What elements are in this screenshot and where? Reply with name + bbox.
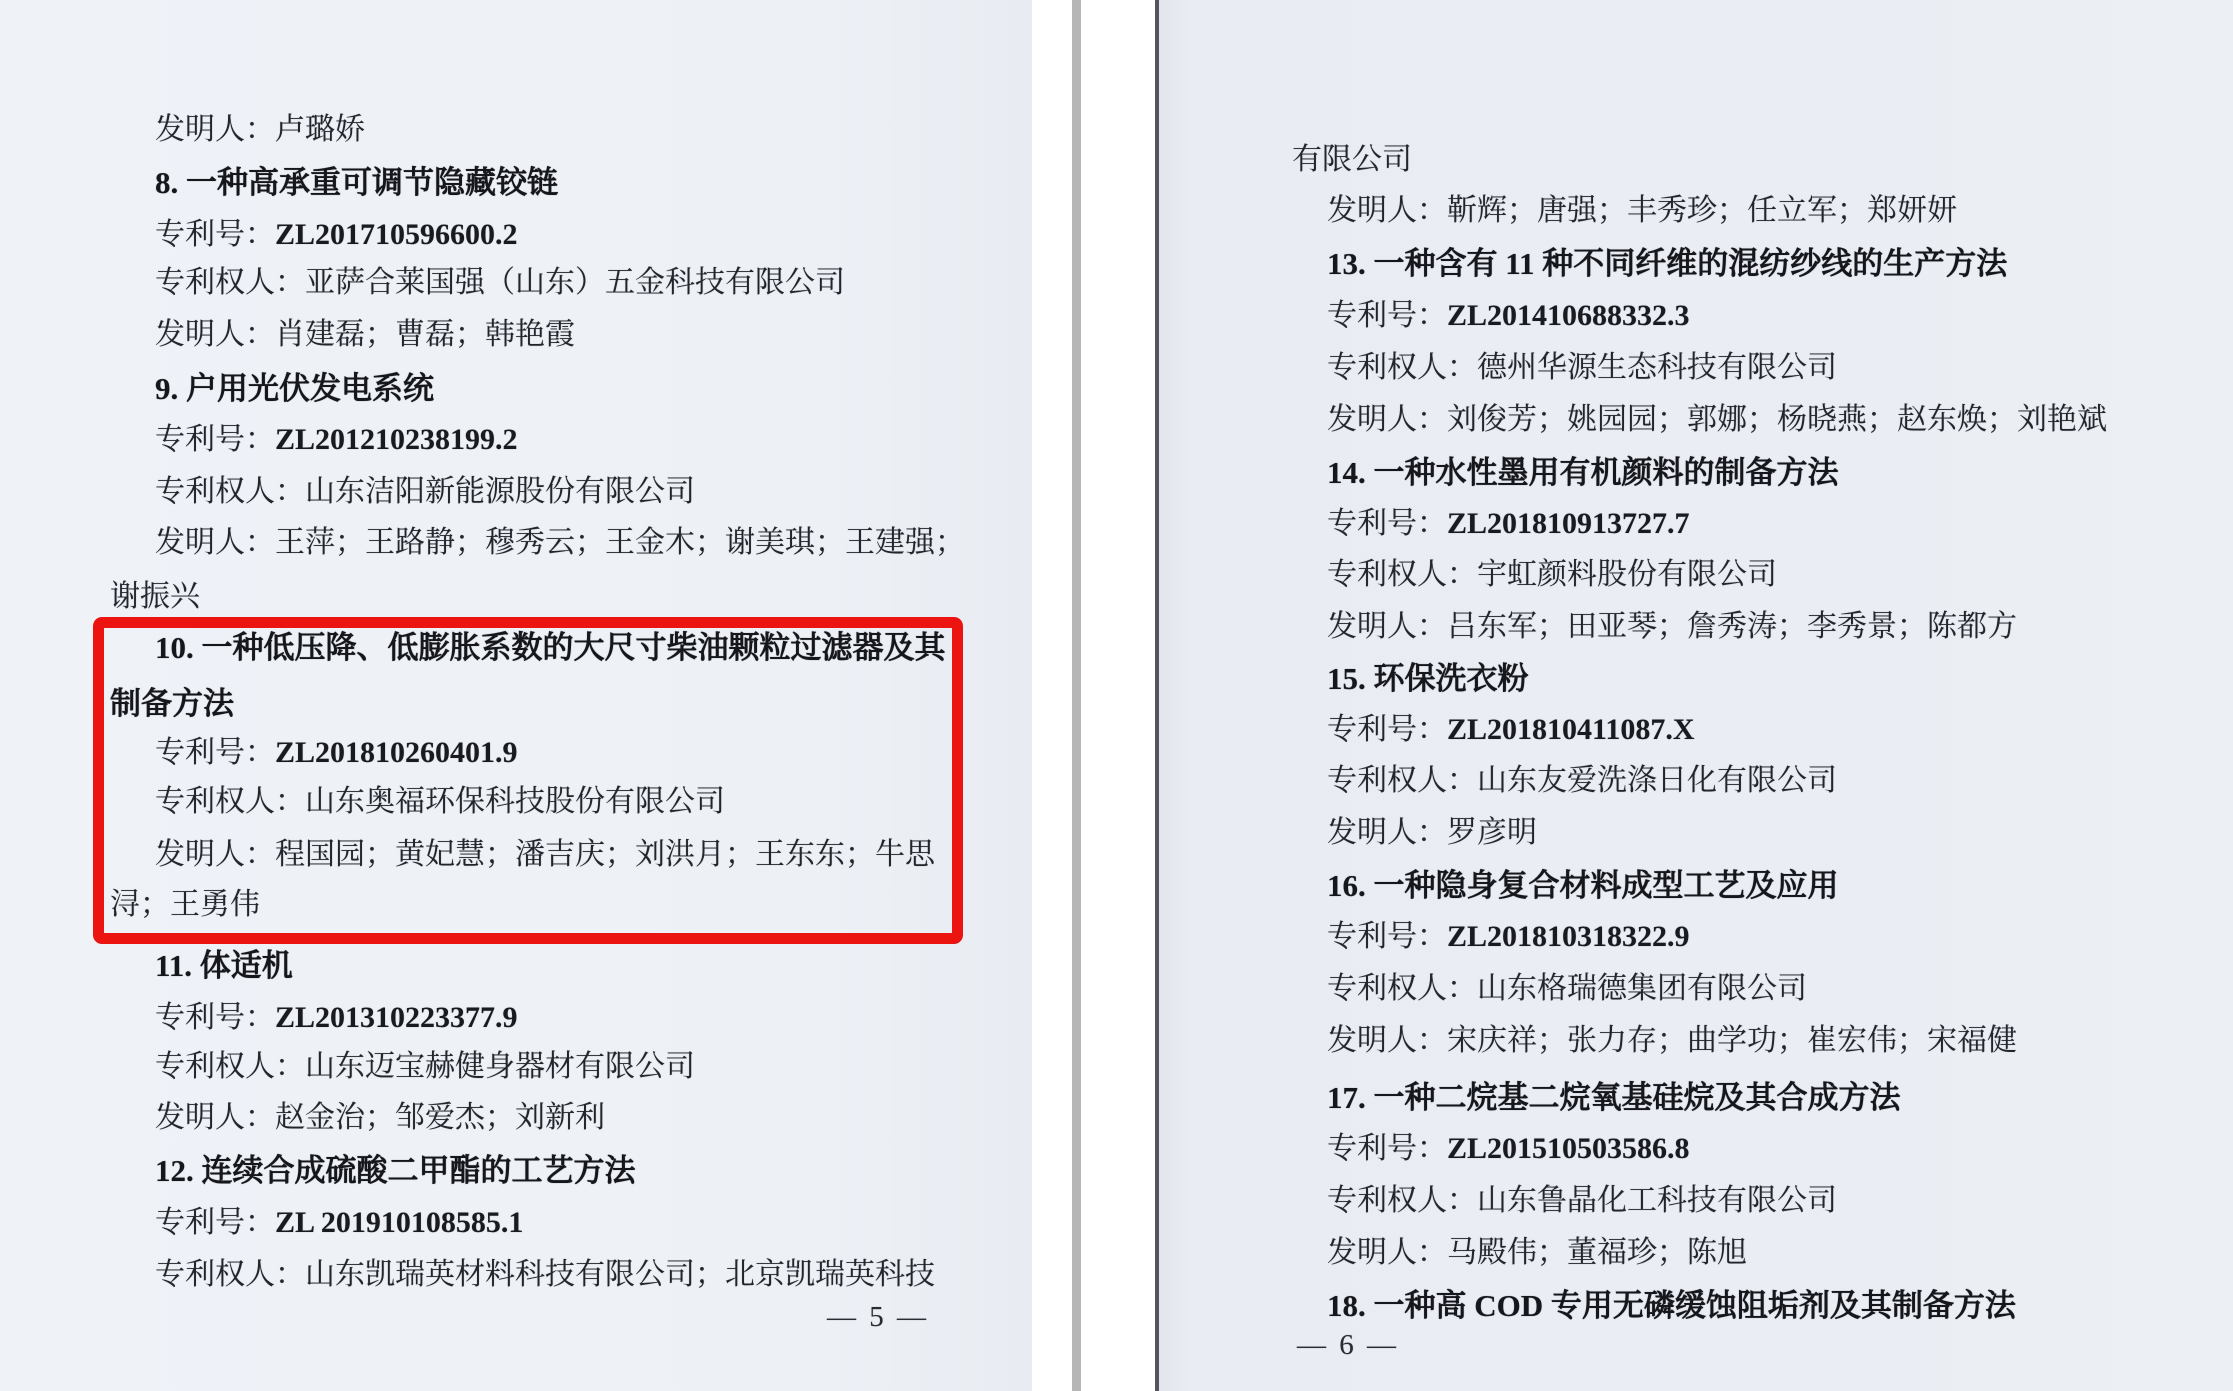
patent-item-title: 10. 一种低压降、低膨胀系数的大尺寸柴油颗粒过滤器及其 [155, 630, 946, 665]
patent-owner-line: 专利权人：亚萨合莱国强（山东）五金科技有限公司 [155, 266, 845, 299]
patent-number-label: 专利号： [1327, 920, 1447, 953]
patent-number-value: ZL201310223377.9 [275, 1001, 518, 1034]
patent-number-line [1327, 922, 1690, 952]
patent-number-value: ZL201410688332.3 [1447, 299, 1690, 332]
patent-number-line [1327, 715, 1695, 745]
owner-continuation-line: 有限公司 [1292, 143, 1412, 176]
patent-number-label: 专利号： [155, 423, 275, 456]
patent-owner-line: 专利权人：山东奥福环保科技股份有限公司 [155, 785, 725, 818]
patent-number-label: 专利号： [155, 1001, 275, 1034]
patent-number-label: 专利号： [1327, 713, 1447, 746]
page-number-right: — 6 — [1297, 1329, 1399, 1361]
patent-number-label: 专利号： [1327, 507, 1447, 540]
document-page-right [1155, 0, 2233, 1391]
patent-number-value: ZL201810318322.9 [1447, 920, 1690, 953]
inventors-line: 发明人：肖建磊；曹磊；韩艳霞 [155, 318, 575, 351]
patent-item-title: 18. 一种高 COD 专用无磷缓蚀阻垢剂及其制备方法 [1327, 1288, 2016, 1323]
inventors-line: 发明人：靳辉；唐强；丰秀珍；任立军；郑妍妍 [1327, 194, 1957, 227]
patent-number-value: ZL201810260401.9 [275, 736, 518, 769]
patent-item-title: 9. 户用光伏发电系统 [155, 371, 434, 406]
inventors-line: 发明人：罗彦明 [1327, 816, 1537, 849]
page-divider-bar [1072, 0, 1081, 1391]
patent-owner-line: 专利权人：山东迈宝赫健身器材有限公司 [155, 1050, 695, 1083]
patent-item-title: 11. 体适机 [155, 948, 293, 983]
patent-title-continuation: 制备方法 [110, 686, 234, 721]
patent-number-value: ZL201210238199.2 [275, 423, 518, 456]
inventors-line: 发明人：吕东军；田亚琴；詹秀涛；李秀景；陈都方 [1327, 610, 2017, 643]
patent-item-title: 17. 一种二烷基二烷氧基硅烷及其合成方法 [1327, 1080, 1901, 1115]
patent-number-line [1327, 509, 1690, 539]
continuation-line: 谢振兴 [110, 580, 200, 613]
continuation-line: 浔；王勇伟 [110, 888, 260, 921]
patent-number-line [1327, 301, 1690, 331]
patent-number-line [155, 738, 518, 768]
patent-number-value: ZL201810913727.7 [1447, 507, 1690, 540]
document-page-left [0, 0, 1032, 1391]
patent-item-title: 16. 一种隐身复合材料成型工艺及应用 [1327, 868, 1839, 903]
patent-number-line [155, 1003, 518, 1033]
patent-item-title: 13. 一种含有 11 种不同纤维的混纺纱线的生产方法 [1327, 246, 2008, 281]
patent-number-label: 专利号： [1327, 1132, 1447, 1165]
patent-owner-line: 专利权人：山东格瑞德集团有限公司 [1327, 972, 1807, 1005]
inventors-line: 发明人：刘俊芳；姚园园；郭娜；杨晓燕；赵东焕；刘艳斌 [1327, 403, 2107, 436]
page-number-left: — 5 — [827, 1301, 929, 1333]
patent-number-value: ZL201810411087.X [1447, 713, 1695, 746]
patent-number-label: 专利号： [155, 1206, 275, 1239]
patent-number-line [155, 1208, 523, 1238]
patent-number-value: ZL201510503586.8 [1447, 1132, 1690, 1165]
patent-number-label: 专利号： [1327, 299, 1447, 332]
inventors-line: 发明人：卢璐娇 [155, 113, 365, 146]
inventors-line: 发明人：王萍；王路静；穆秀云；王金木；谢美琪；王建强； [155, 526, 965, 559]
patent-number-value: ZL 201910108585.1 [275, 1206, 524, 1239]
patent-item-title: 15. 环保洗衣粉 [1327, 661, 1529, 696]
inventors-line: 发明人：程国园；黄妃慧；潘吉庆；刘洪月；王东东；牛思 [155, 838, 935, 871]
inventors-line: 发明人：宋庆祥；张力存；曲学功；崔宏伟；宋福健 [1327, 1024, 2017, 1057]
patent-owner-line: 专利权人：宇虹颜料股份有限公司 [1327, 558, 1777, 591]
patent-owner-line: 专利权人：德州华源生态科技有限公司 [1327, 351, 1837, 384]
patent-owner-line: 专利权人：山东凯瑞英材料科技有限公司；北京凯瑞英科技 [155, 1258, 935, 1291]
patent-owner-line: 专利权人：山东鲁晶化工科技有限公司 [1327, 1184, 1837, 1217]
inventors-line: 发明人：马殿伟；董福珍；陈旭 [1327, 1236, 1747, 1269]
patent-item-title: 8. 一种高承重可调节隐藏铰链 [155, 165, 558, 200]
patent-number-value: ZL201710596600.2 [275, 218, 518, 251]
patent-number-line [1327, 1134, 1690, 1164]
patent-number-label: 专利号： [155, 218, 275, 251]
patent-number-label: 专利号： [155, 736, 275, 769]
patent-owner-line: 专利权人：山东洁阳新能源股份有限公司 [155, 475, 695, 508]
patent-number-line [155, 220, 518, 250]
inventors-line: 发明人：赵金治；邹爱杰；刘新利 [155, 1101, 605, 1134]
patent-number-line [155, 425, 518, 455]
patent-owner-line: 专利权人：山东友爱洗涤日化有限公司 [1327, 764, 1837, 797]
patent-item-title: 12. 连续合成硫酸二甲酯的工艺方法 [155, 1153, 636, 1188]
patent-item-title: 14. 一种水性墨用有机颜料的制备方法 [1327, 455, 1839, 490]
